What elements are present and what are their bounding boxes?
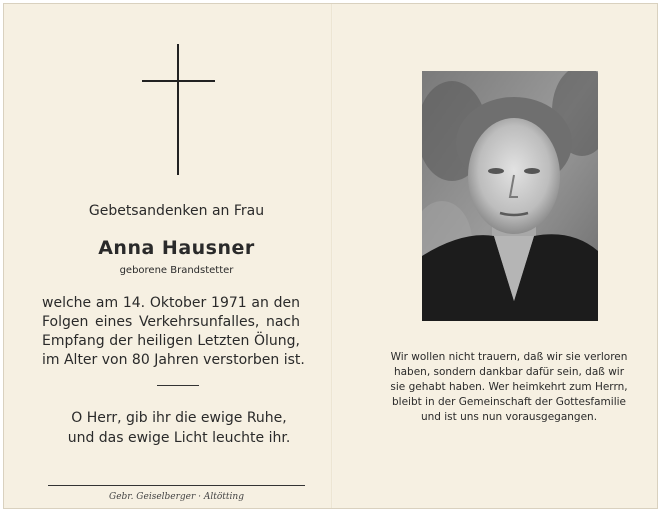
portrait-image	[422, 71, 598, 321]
memorial-card	[3, 3, 658, 509]
footer-divider	[48, 485, 305, 486]
death-notice	[42, 294, 305, 370]
printer-credit: Gebr. Geiselberger · Altötting	[109, 492, 244, 502]
memorial-quote	[374, 350, 644, 425]
death-notice-line: welche am 14. Oktober 1971 an den	[42, 295, 300, 311]
quote-line: bleibt in der Gemeinschaft der Gottesfamilie	[392, 396, 626, 408]
intro-text: Gebetsandenken an Frau	[88, 203, 265, 219]
death-notice-line: Folgen eines Verkehrsunfalles, nach	[42, 314, 300, 330]
quote-line: sie gehabt haben. Wer heimkehrt zum Herrn,	[390, 381, 628, 393]
quote-line: Wir wollen nicht trauern, daß wir sie verloren	[390, 351, 628, 363]
death-notice-line: im Alter von 80 Jahren verstorben ist.	[42, 352, 305, 368]
divider	[157, 385, 199, 386]
card-fold	[331, 4, 333, 508]
death-notice-line: Empfang der heiligen Letzten Ölung,	[42, 333, 300, 349]
prayer-line: O Herr, gib ihr die ewige Ruhe,	[71, 410, 287, 426]
prayer	[44, 408, 314, 448]
prayer-line: und das ewige Licht leuchte ihr.	[67, 430, 291, 446]
deceased-name: Anna Hausner	[98, 237, 255, 259]
cross-icon	[177, 44, 179, 175]
cross-icon-bar	[142, 80, 215, 82]
quote-line: und ist uns nun vorausgegangen.	[420, 411, 598, 423]
quote-line: haben, sondern dankbar dafür sein, daß wir	[393, 366, 625, 378]
maiden-name: geborene Brandstetter	[119, 265, 234, 276]
portrait-photo	[422, 71, 598, 321]
